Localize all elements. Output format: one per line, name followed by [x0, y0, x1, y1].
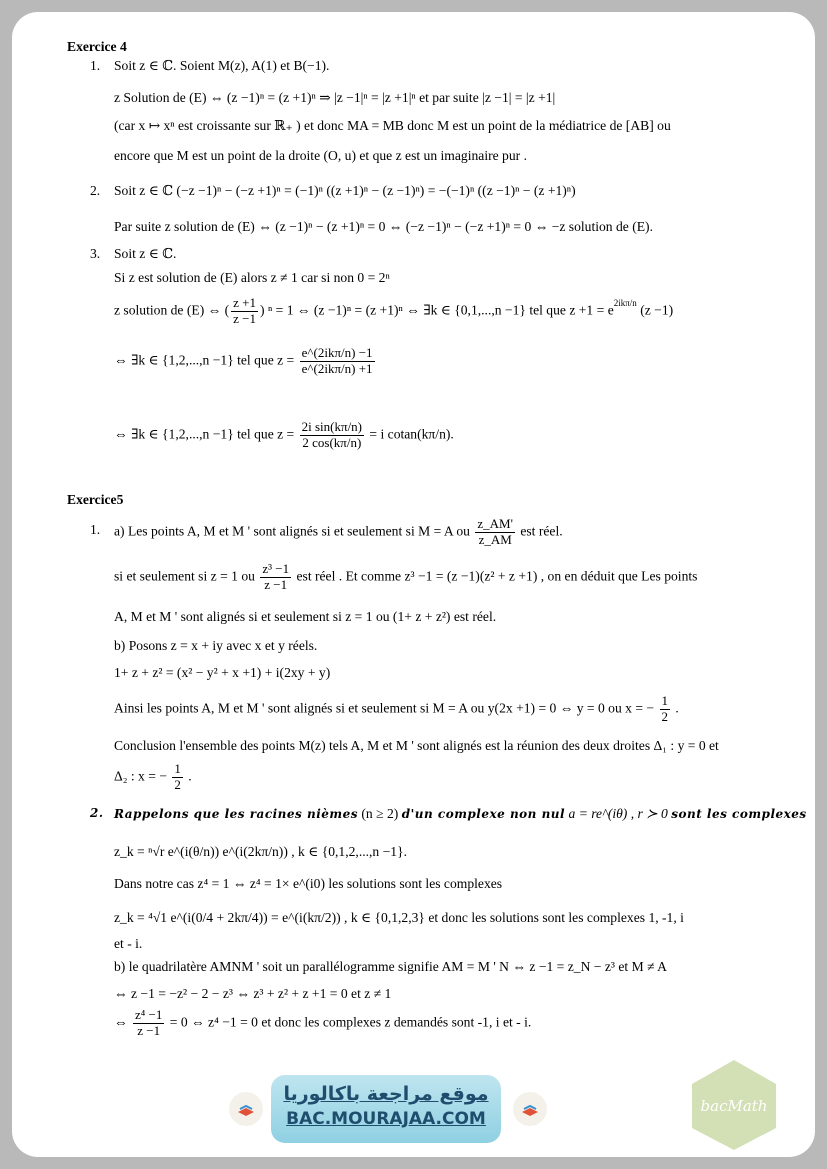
- fraction-den: 2 cos(kπ/n): [302, 434, 362, 450]
- ex4-q1-line1: Soit z ∈ ℂ. Soient M(z), A(1) et B(−1).: [114, 58, 330, 73]
- fraction-den: 2: [661, 708, 668, 724]
- ex4-q3-number: 3.: [90, 246, 101, 261]
- ex5-q2-r2: z_k = ⁿ√r e^(i(θ/n)) e^(i(2kπ/n)) , k ∈ {0,1,2,...,n −1}.: [114, 844, 408, 859]
- fraction-num: 2i sin(kπ/n): [301, 419, 363, 434]
- fraction: [660, 694, 671, 725]
- text: .: [675, 700, 679, 716]
- fraction: [300, 420, 364, 451]
- book-logo-left-icon: [229, 1092, 263, 1126]
- ex5-q1-number: 1.: [90, 522, 101, 537]
- fraction-num: z⁴ −1: [135, 1007, 163, 1022]
- ex5-q1-b4: Conclusion l'ensemble des points M(z) tels A, M et M ' sont alignés est la réunion des deux droites Δ₁ : y = 0 et: [114, 738, 719, 753]
- ex5-q2-r3: Dans notre cas z⁴ = 1 ⇔ z⁴ = 1× e^(i0) les solutions sont les complexes: [114, 876, 503, 891]
- ex4-q3-line3-a: z solution de (E) ⇔: [114, 302, 222, 318]
- text: ⇔: [114, 1014, 128, 1030]
- ex5-q2-r5: et - i.: [114, 936, 143, 951]
- equiv-text: ⇔ ∃k ∈ {1,2,...,n −1} tel que z =: [114, 352, 295, 368]
- text: Δ₂ : x = −: [114, 768, 167, 784]
- logo-text: bacMath: [700, 1097, 768, 1115]
- ex4-q3-line3-c: (z −1): [640, 302, 674, 318]
- ex4-q1-line2: z Solution de (E) ⇔ (z −1)ⁿ = (z +1)ⁿ ⇒ |z −1|ⁿ = |z +1|ⁿ et par suite |z −1| = |z +1|: [114, 90, 556, 105]
- fraction: [172, 762, 183, 793]
- text: a = re^(iθ) , r ≻ 0: [568, 806, 668, 821]
- ex4-q1-number: 1.: [90, 58, 101, 73]
- fraction: [260, 562, 291, 593]
- ex4-q3-line5: [114, 420, 454, 451]
- fraction: [231, 296, 258, 327]
- ex5-q1-b1: b) Posons z = x + iy avec x et y réels.: [114, 638, 318, 653]
- ex5-q1-a2: [114, 562, 697, 593]
- ex4-q2-line1: Soit z ∈ ℂ (−z −1)ⁿ − (−z +1)ⁿ = (−1)ⁿ ((z +1)ⁿ − (z −1)ⁿ) = −(−1)ⁿ ((z −1)ⁿ − (z +1)ⁿ): [114, 183, 576, 198]
- fraction: [300, 346, 375, 377]
- fraction-num: z_AM': [477, 516, 513, 531]
- fraction: [475, 517, 515, 548]
- ex5-q1-b2: 1+ z + z² = (x² − y² + x +1) + i(2xy + y): [114, 665, 331, 680]
- fraction-den: z_AM: [478, 531, 512, 547]
- ex5-q1-b3: [114, 694, 679, 725]
- fraction-den: z −1: [264, 576, 288, 592]
- book-logo-right-icon: [513, 1092, 547, 1126]
- ex4-q1-line3: (car x ↦ xⁿ est croissante sur ℝ₊ ) et donc MA = MB donc M est un point de la médiatrice de [AB] ou: [114, 118, 671, 133]
- text: a) Les points A, M et M ' sont alignés si et seulement si M = A ou: [114, 523, 470, 539]
- exercise-5-title: Exercice5: [67, 492, 124, 507]
- exponent: 2ikπ/n: [613, 298, 637, 309]
- text: = 0 ⇔ z⁴ −1 = 0 et donc les complexes z demandés sont -1, i et - i.: [169, 1014, 532, 1030]
- text: Rappelons que les racines nièmes: [114, 807, 358, 821]
- ex5-q2-number: 2.: [90, 806, 104, 820]
- fraction: [133, 1008, 164, 1039]
- ex5-q2-r7: ⇔ z −1 = −z² − 2 − z³ ⇔ z³ + z² + z +1 = 0 et z ≠ 1: [114, 986, 392, 1001]
- fraction-num: z +1: [233, 295, 257, 310]
- site-banner[interactable]: [271, 1075, 501, 1143]
- document-page: [12, 12, 815, 1157]
- site-url-link[interactable]: BAC.MOURAJAA.COM: [286, 1109, 486, 1129]
- fraction-num: e^(2ikπ/n) −1: [301, 345, 373, 360]
- fraction-den: z −1: [233, 310, 257, 326]
- text: est réel.: [520, 523, 563, 539]
- ex4-q3-line1: Soit z ∈ ℂ.: [114, 246, 177, 261]
- equiv-text: ⇔ ∃k ∈ {1,2,...,n −1} tel que z =: [114, 426, 295, 442]
- ex5-q2-r6: b) le quadrilatère AMNM ' soit un parallélogramme signifie AM = M ' N ⇔ z −1 = z_N − z³ et M ≠ A: [114, 959, 667, 974]
- site-name-arabic: موقع مراجعة باكالوريا: [283, 1083, 489, 1105]
- ex4-q2-number: 2.: [90, 183, 101, 198]
- text: sont les complexes: [671, 807, 807, 821]
- text: est réel . Et comme z³ −1 = (z −1)(z² + z +1) , on en déduit que Les points: [296, 568, 698, 584]
- text: si et seulement si z = 1 ou: [114, 568, 255, 584]
- text: Ainsi les points A, M et M ' sont alignés si et seulement si M = A ou y(2x +1) = 0 ⇔ y = 0 ou x = −: [114, 700, 655, 716]
- fraction-num: z³ −1: [262, 561, 290, 576]
- ex5-q1-a3: A, M et M ' sont alignés si et seulement si z = 1 ou (1+ z + z²) est réel.: [114, 609, 497, 624]
- text: (n ≥ 2): [361, 806, 399, 821]
- ex4-q3-line3: z solution de (E) ⇔ ( $\frac{z +1}{z -1}$ ) ⁿ = 1 ⇔ (z −1)ⁿ = (z +1)ⁿ ⇔ ∃k ∈ {0,1,...,n −1} tel que $z +1 = e^{2ik\pi/n}$ (z −1): [114, 295, 674, 326]
- fraction-den: z −1: [137, 1022, 161, 1038]
- exercise-4-title: Exercice 4: [67, 39, 127, 54]
- fraction-den: 2: [174, 776, 181, 792]
- ex4-q1-line4: encore que M est un point de la droite (O, u) et que z est un imaginaire pur .: [114, 148, 527, 163]
- ex4-q3-line4: [114, 346, 377, 377]
- ex4-q2-line2: Par suite z solution de (E) ⇔ (z −1)ⁿ − (z +1)ⁿ = 0 ⇔ (−z −1)ⁿ − (−z +1)ⁿ = 0 ⇔ −z solution de (E).: [114, 219, 653, 234]
- fraction-den: e^(2ikπ/n) +1: [301, 360, 373, 376]
- fraction-num: 1: [174, 761, 181, 776]
- text: d'un complexe non nul: [401, 807, 566, 821]
- ex5-q2-r4: z_k = ⁴√1 e^(i(0/4 + 2kπ/4)) = e^(i(kπ/2)) , k ∈ {0,1,2,3} et donc les solutions sont les complexes 1, -1, i: [114, 910, 684, 925]
- text: .: [188, 768, 192, 784]
- ex5-q1-b5: [114, 762, 192, 793]
- equiv-result: = i cotan(kπ/n).: [369, 426, 454, 442]
- ex4-q3-line3-b: ⁿ = 1 ⇔ (z −1)ⁿ = (z +1)ⁿ ⇔ ∃k ∈ {0,1,...,n −1} tel que z +1 = e: [267, 302, 614, 318]
- fraction-num: 1: [661, 693, 668, 708]
- ex5-q2-r8: [114, 1008, 531, 1039]
- ex5-q2-r1: [114, 806, 807, 822]
- ex5-q1-a1: [114, 517, 563, 548]
- bacmath-logo: [686, 1058, 782, 1152]
- ex4-q3-line2: Si z est solution de (E) alors z ≠ 1 car si non 0 = 2ⁿ: [114, 270, 390, 285]
